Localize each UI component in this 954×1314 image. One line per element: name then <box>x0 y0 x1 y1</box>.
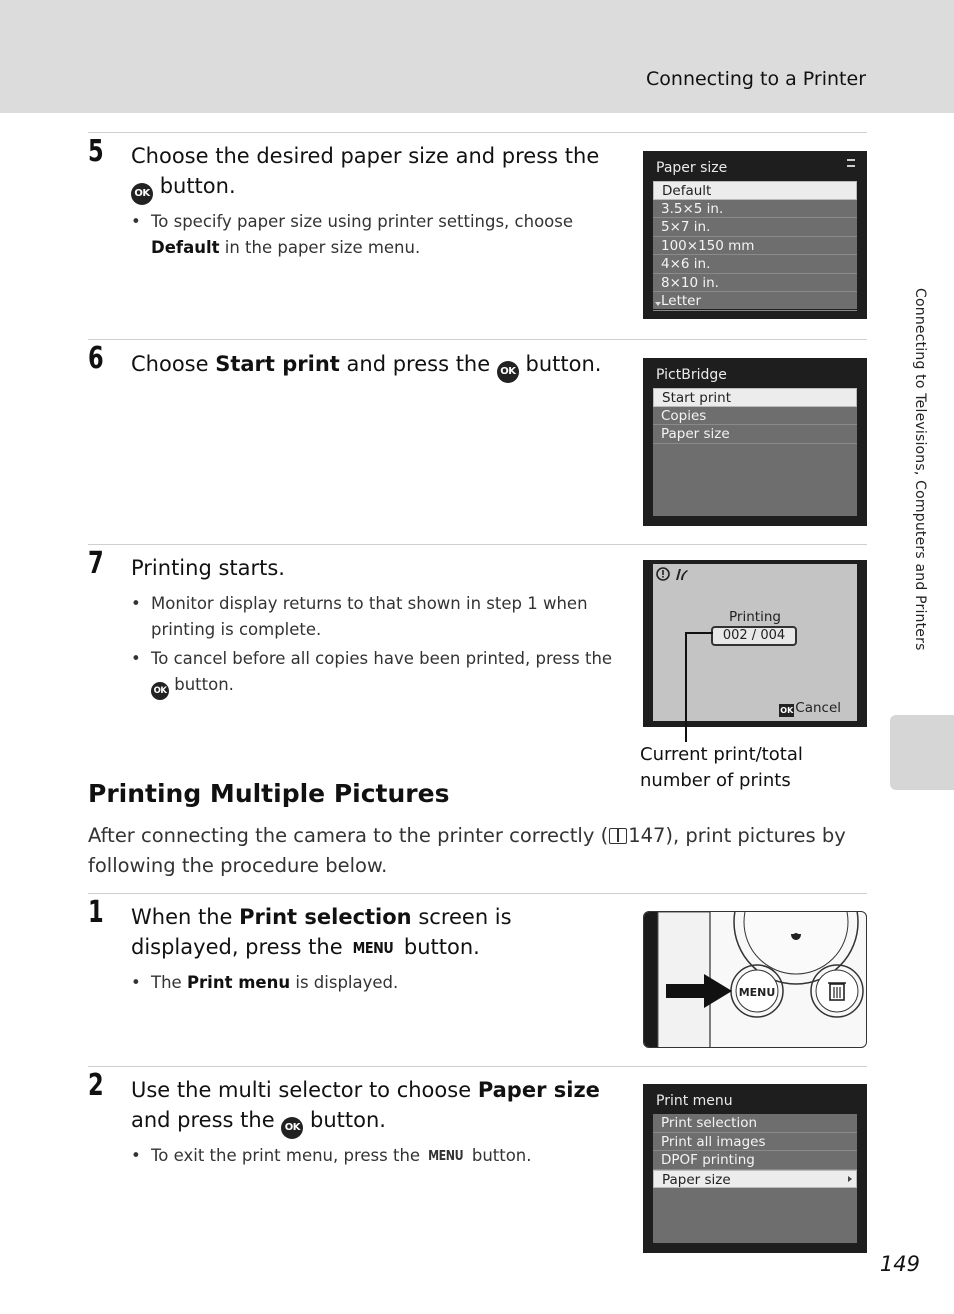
step-bullet: • To specify paper size using printer settings, choose Default in the paper size menu. <box>131 209 601 261</box>
step-bullet: • Monitor display returns to that shown in step 1 when printing is complete. <box>131 591 611 643</box>
menu-item[interactable]: 8×10 in. <box>653 274 857 293</box>
header-band <box>0 0 954 113</box>
svg-text:MENU: MENU <box>738 986 776 999</box>
menu-button-icon: MENU <box>428 1149 464 1164</box>
reference-book-icon <box>609 828 627 844</box>
menu-item[interactable]: Start print <box>653 388 857 407</box>
camera-back-illustration <box>643 911 867 1048</box>
step-bullet: • The Print menu is displayed. <box>131 970 601 996</box>
page-number: 149 <box>879 1252 920 1276</box>
menu-item[interactable]: Copies <box>653 407 857 426</box>
step-heading: Choose the desired paper size and press the OK button. <box>131 141 611 205</box>
camera-buttons-icon <box>644 912 867 1048</box>
printing-label: Printing <box>729 609 781 625</box>
menu-list <box>653 181 857 309</box>
callout-line <box>685 632 687 742</box>
menu-item[interactable]: Letter <box>653 292 857 311</box>
menu-item[interactable]: Print all images <box>653 1133 857 1152</box>
print-count: 002 / 004 <box>711 626 797 646</box>
side-chapter-tab <box>890 715 954 790</box>
section-intro: After connecting the camera to the printer correctly ( 147), print pictures by following the procedure below. <box>88 824 846 877</box>
menu-item[interactable]: Paper size <box>653 1170 857 1189</box>
menu-button-icon: MENU <box>352 939 394 957</box>
menu-item[interactable]: Paper size <box>653 425 857 444</box>
ok-button-icon: OK <box>131 183 153 205</box>
pictbridge-screen <box>643 358 867 526</box>
more-down-icon <box>655 302 661 306</box>
divider <box>88 132 867 133</box>
step-number: 5 <box>88 134 104 169</box>
menu-item[interactable]: Print selection <box>653 1114 857 1133</box>
printing-display <box>653 564 857 721</box>
submenu-arrow-icon <box>848 1176 852 1182</box>
screen-title: Paper size <box>656 160 728 176</box>
ok-button-icon: OK <box>497 361 519 383</box>
step-heading: Printing starts. <box>131 556 285 580</box>
divider <box>88 893 867 894</box>
callout-label: Current print/total number of prints <box>640 744 803 791</box>
scroll-indicator-icon <box>847 159 855 167</box>
ok-button-icon: OK <box>151 682 169 700</box>
step-heading: Use the multi selector to choose Paper size and press the OK button. <box>131 1075 621 1139</box>
divider <box>88 339 867 340</box>
side-chapter-label: Connecting to Televisions, Computers and Printers <box>912 288 928 651</box>
menu-item[interactable]: Default <box>653 181 857 200</box>
ok-button-icon: OK <box>780 706 794 715</box>
divider <box>88 1066 867 1067</box>
print-menu-screen <box>643 1084 867 1253</box>
divider <box>88 544 867 545</box>
header-title: Connecting to a Printer <box>646 68 866 90</box>
paper-size-screen <box>643 151 867 319</box>
menu-item[interactable]: 4×6 in. <box>653 255 857 274</box>
menu-list <box>653 1114 857 1243</box>
step-number: 6 <box>88 341 104 376</box>
status-icons <box>656 566 690 586</box>
step-number: 1 <box>88 895 104 930</box>
ok-button-icon: OK <box>281 1117 303 1139</box>
step-number: 7 <box>88 546 104 581</box>
menu-list <box>653 388 857 516</box>
menu-item[interactable]: DPOF printing <box>653 1151 857 1170</box>
printing-screen <box>643 560 867 727</box>
screen-title: PictBridge <box>656 367 727 383</box>
step-bullet: • To exit the print menu, press the MENU button. <box>131 1143 601 1170</box>
section-title: Printing Multiple Pictures <box>88 779 450 808</box>
menu-item[interactable]: 5×7 in. <box>653 218 857 237</box>
menu-item[interactable]: 100×150 mm <box>653 237 857 256</box>
callout-line <box>685 632 713 634</box>
step-number: 2 <box>88 1068 104 1103</box>
cancel-hint[interactable]: OK Cancel <box>780 700 841 716</box>
screen-title: Print menu <box>656 1093 733 1109</box>
printer-status-icon <box>656 566 690 582</box>
step-heading: When the Print selection screen is displayed, press the MENU button. <box>131 902 621 963</box>
menu-item[interactable]: 3.5×5 in. <box>653 200 857 219</box>
step-bullet: • To cancel before all copies have been printed, press the OK button. <box>131 646 621 700</box>
step-heading: Choose Start print and press the OK button. <box>131 349 631 383</box>
